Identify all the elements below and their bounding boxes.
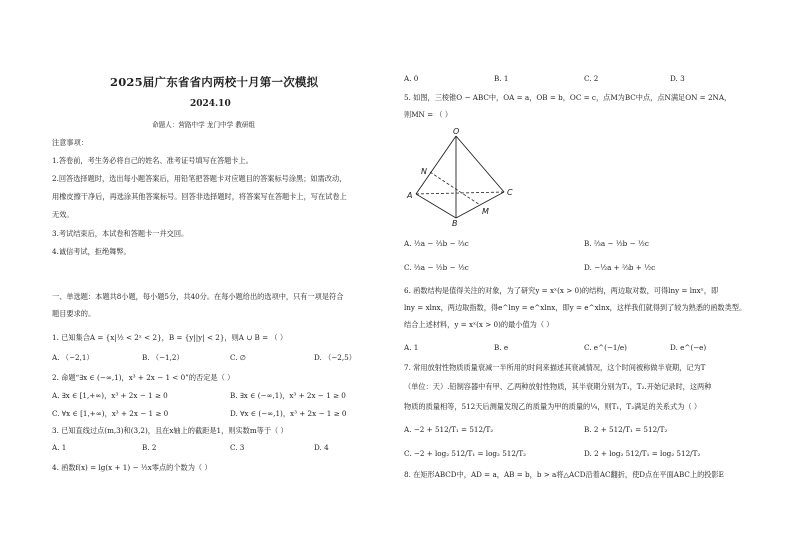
vertex-label-a: A [407,191,413,200]
question-8-stem: 8. 在矩形ABCD中，AD = a，AB = b，b > a将△ACD沿着AC翻折，使D点在平面ABC上的投影E [404,470,724,479]
note-line: 无效。 [52,210,74,219]
question-7-line: 7. 常用放射性物质质量衰减一半所用的时间来描述其衰减情况，这个时间被称做半衰期，记为T [404,363,706,372]
question-3-stem: 3. 已知直线过点(m,3)和(3,2)，且在x轴上的截距是1，则实数m等于（ ） [52,426,288,435]
q2-option-d: D. ∀x ∈ (−∞,1)，x³ + 2x − 1 ≥ 0 [230,409,347,418]
note-line: 1.答卷前，考生务必将自己的姓名、准考证号填写在答题卡上。 [52,156,253,165]
section-heading-cont: 题目要求的。 [52,309,96,318]
question-2-stem: 2. 命题“∃x ∈ (−∞,1)，x³ + 2x − 1 < 0”的否定是（ ） [52,373,235,382]
question-4-stem: 4. 函数f(x) = lg(x + 1) − ½x零点的个数为（ ） [52,463,212,472]
q6-option-c: C. e^(−1/e) [584,343,627,352]
section-heading: 一、单选题：本题共8小题，每小题5分，共40分。在每小题给出的选项中，只有一项是符合 [52,292,344,301]
note-line: 3.考试结束后，本试卷和答题卡一并交回。 [52,229,189,238]
vertex-label-o: O [453,127,460,136]
q1-option-a: A. （−2,1） [52,353,94,362]
q4-option-d: D. 3 [670,74,685,83]
q5-option-b: B. ⅔a − ½b − ½c [584,239,649,248]
question-1-stem: 1. 已知集合A = {x|½ < 2ˣ < 2}，B = {y||y| < 2}，则A ∪ B = （ ） [52,333,288,342]
authors: 命题人：营路中学 龙门中学 教研组 [152,121,256,129]
exam-date: 2024.10 [190,99,231,109]
q6-option-d: D. e^(−e) [670,343,707,352]
question-6-line: 结合上述材料，y = xˣ(x > 0)的最小值为（ ） [404,320,554,329]
q4-option-c: C. 2 [584,74,599,83]
q7-option-c: C. −2 + log₂ 512/T₁ = log₂ 512/T₂ [404,449,527,458]
tetrahedron-diagram [407,127,536,228]
q1-option-c: C. ∅ [230,353,247,362]
vertex-label-b: B [452,219,458,228]
q7-option-d: D. 2 + log₂ 512/T₁ = log₂ 512/T₂ [584,449,701,458]
q6-option-b: B. e [494,343,509,352]
question-6-line: 6. 函数结构是值得关注的对象，为了研究y = xˣ(x > 0)的结构，两边取对数，可得lny = lnxˣ，即 [404,286,719,295]
q3-option-d: D. 4 [314,443,329,452]
q5-option-a: A. ½a − ⅔b − ⅔c [404,239,469,248]
q7-option-a: A. −2 + 512/T₁ = 512/T₂ [404,425,494,434]
q7-option-b: B. 2 + 512/T₁ = 512/T₂ [584,425,668,434]
question-7-line: （单位：天）.铅制容器中有甲、乙两种放射性物质，其半衰期分别为T₁，T₂.开始记录时，这两种 [404,382,712,391]
q2-option-c: C. ∀x ∈ [1,+∞)，x³ + 2x − 1 ≥ 0 [52,409,169,418]
q4-option-b: B. 1 [494,74,509,83]
question-5-stem-cont: 则MN = （ ） [404,110,453,119]
q3-option-a: A. 1 [52,443,67,452]
q3-option-c: C. 3 [230,443,245,452]
q2-option-a: A. ∃x ∈ [1,+∞)，x³ + 2x − 1 ≥ 0 [52,391,168,400]
q5-option-c: C. ⅔a − ½b − ½c [404,263,469,272]
notes-heading: 注意事项： [52,138,88,147]
note-line: 4.诚信考试，拒绝舞弊。 [52,247,131,256]
q4-option-a: A. 0 [404,74,419,83]
question-5-stem: 5. 如图，三棱锥O − ABC中，OA = a，OB = b，OC = c，点M为BC中点，点N满足ON = 2NA， [404,93,732,102]
note-line: 2.回答选择题时，选出每小题答案后，用铅笔把答题卡对应题目的答案标号涂黑；如需改动， [52,174,347,183]
note-line: 用橡皮擦干净后，再选涂其他答案标号。回答非选择题时，将答案写在答题卡上，写在试卷上 [52,192,347,201]
question-7-line: 物质的质量相等，512天后测量发现乙的质量为甲的质量的¼，则T₁，T₂满足的关系式为（ ） [404,402,702,411]
point-label-m: M [482,207,489,216]
q2-option-b: B. ∃x ∈ (−∞,1)，x³ + 2x − 1 ≥ 0 [230,391,346,400]
question-6-line: lny = xlnx，两边取指数，得e^lny = e^xlnx，即y = e^xlnx，这样我们就得到了较为熟悉的函数类型。 [404,303,747,312]
q6-option-a: A. 1 [404,343,419,352]
vertex-label-c: C [507,188,513,197]
q5-option-d: D. −½a + ⅔b + ½c [584,263,656,272]
page-title: 2025届广东省省内两校十月第一次模拟 [110,75,319,89]
point-label-n: N [421,167,427,176]
q1-option-b: B. （−1,2） [142,353,184,362]
q1-option-d: D. （−2,5） [314,353,356,362]
q3-option-b: B. 2 [142,443,157,452]
